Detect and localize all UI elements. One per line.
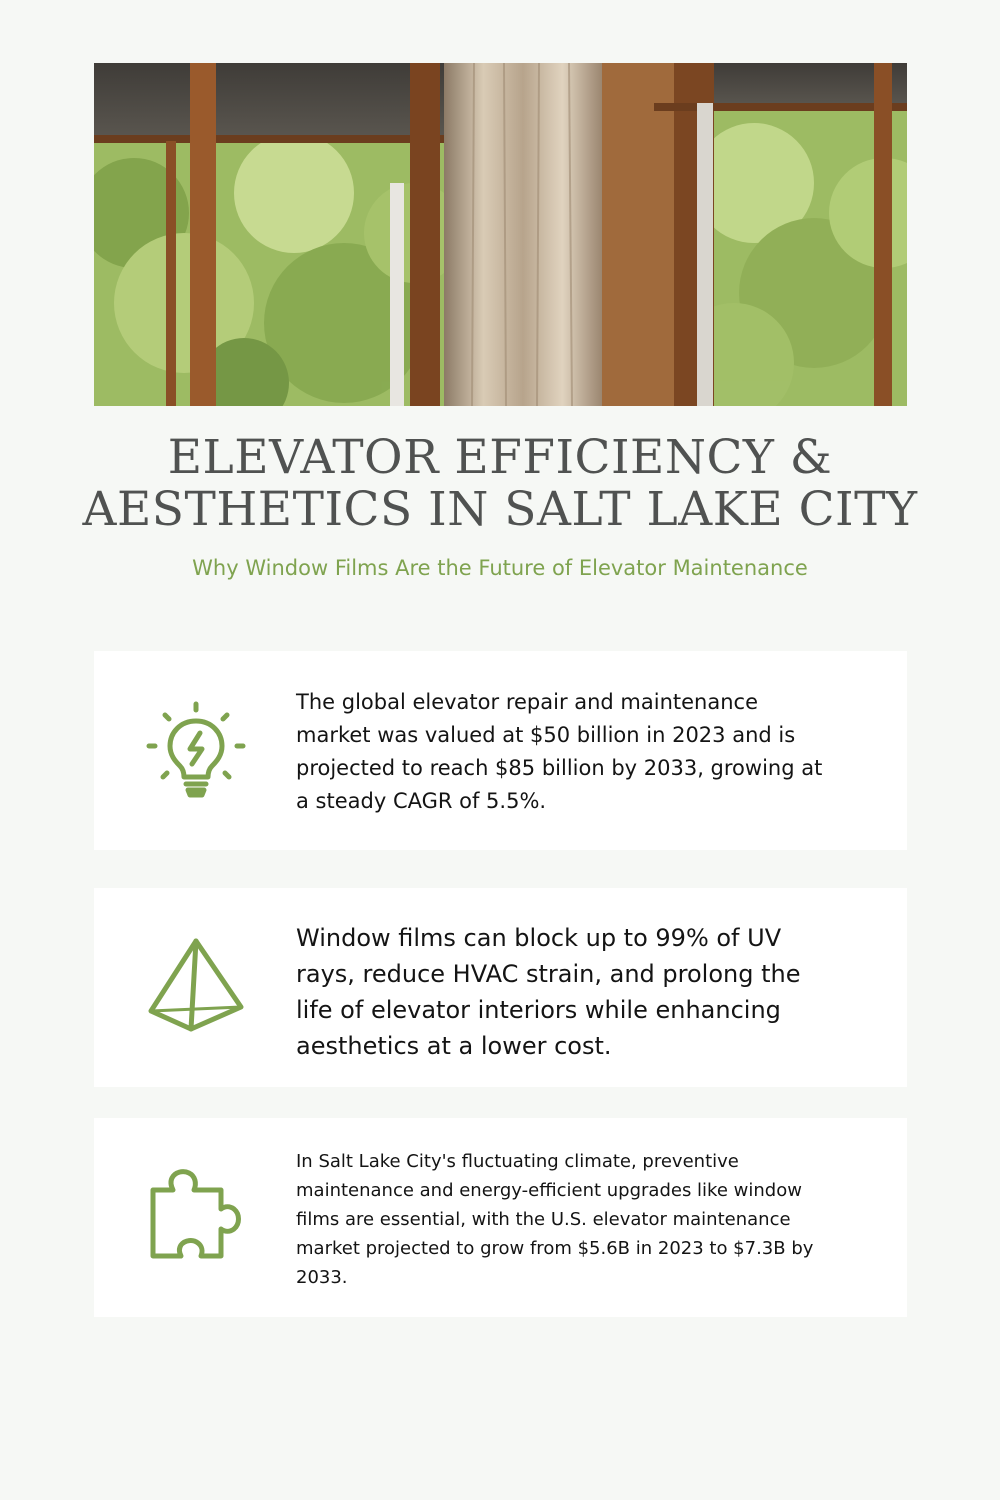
- stat-card-salt-lake-market: [94, 1118, 907, 1317]
- hero-photo: [94, 63, 907, 406]
- pyramid-icon: [141, 933, 251, 1043]
- stat-card-market-value: [94, 651, 907, 850]
- stat-card-text: The global elevator repair and maintenance market was valued at $50 billion in 2023 and is projected to reach $85 billion by 2033, growing at a steady CAGR of 5.5%.: [296, 690, 823, 813]
- puzzle-piece-icon: [141, 1163, 251, 1273]
- page-subtitle: Why Window Films Are the Future of Elevator Maintenance: [192, 556, 808, 580]
- stat-card-text: Window films can block up to 99% of UV rays, reduce HVAC strain, and prolong the life of elevator interiors while enhancing aesthetics at a lower cost.: [296, 924, 801, 1060]
- stat-card-text: In Salt Lake City's fluctuating climate, preventive maintenance and energy-efficient upgrades like window films are essential, with the U.S. elevator maintenance market projected to grow from $5.6B in 2023 to $7.3B by 2033.: [296, 1151, 814, 1288]
- page-title: [60, 432, 940, 536]
- lightbulb-icon: [141, 696, 251, 806]
- title-line-1: ELEVATOR EFFICIENCY &: [167, 430, 833, 485]
- title-line-2: AESTHETICS IN SALT LAKE CITY: [82, 482, 918, 537]
- stat-card-uv-protection: [94, 888, 907, 1087]
